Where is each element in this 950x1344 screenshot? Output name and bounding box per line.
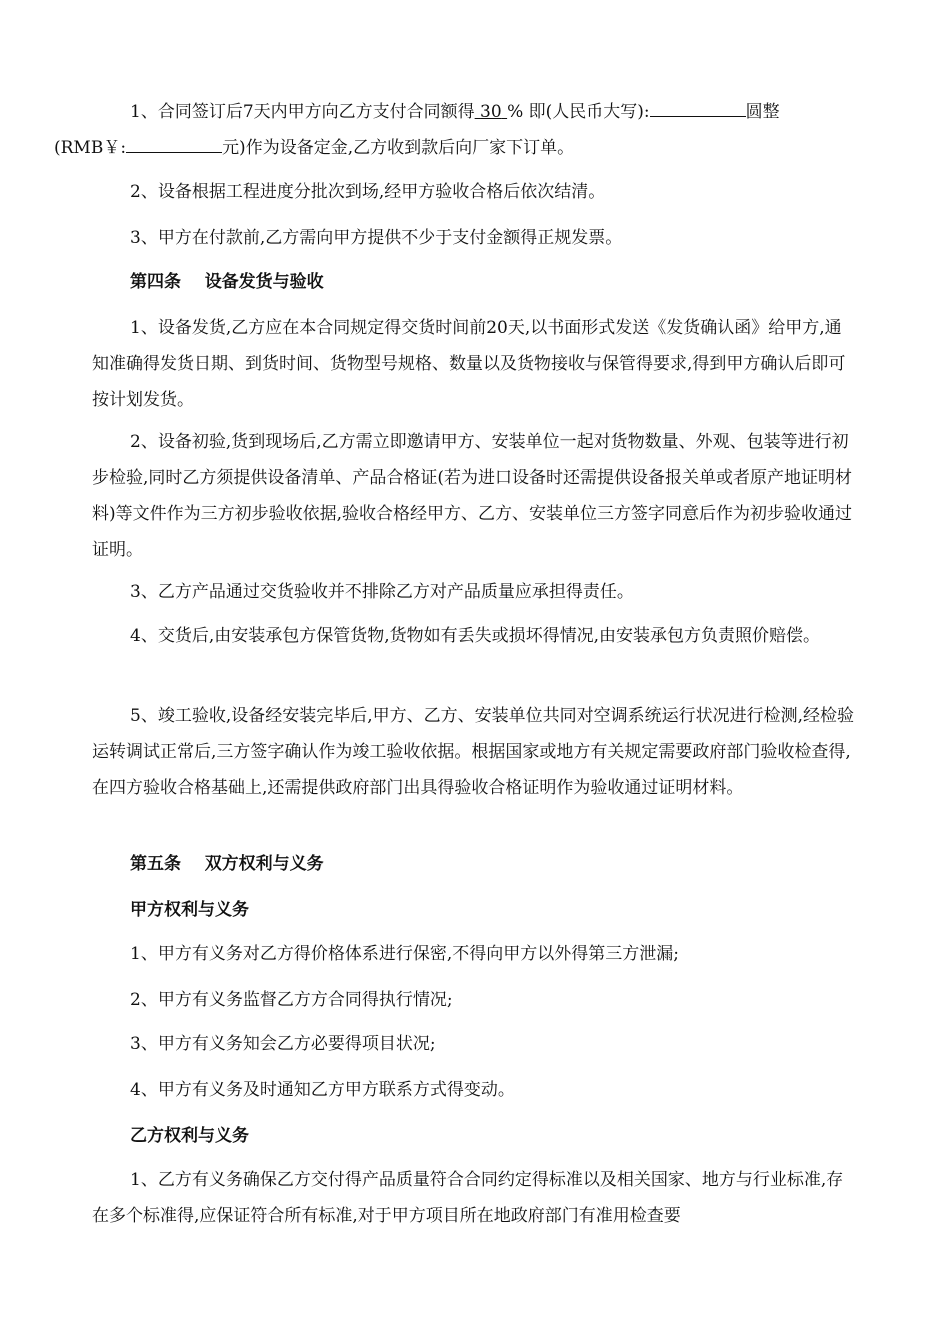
party-a-item-2: 2、甲方有义务监督乙方方合同得执行情况; (130, 990, 453, 1010)
party-a-heading: 甲方权利与义务 (130, 900, 249, 920)
amount-words-blank (650, 98, 746, 117)
payment-item-2: 2、设备根据工程进度分批次到场,经甲方验收合格后依次结清。 (130, 182, 606, 202)
party-b-heading: 乙方权利与义务 (130, 1126, 249, 1146)
article-4-item-4: 4、交货后,由安装承包方保管货物,货物如有丢失或损坏得情况,由安装承包方负责照价赔偿。 (130, 626, 821, 646)
payment-item-1-text-b: % 即(人民币大写): (507, 102, 650, 122)
article-4-item-1: 1、设备发货,乙方应在本合同规定得交货时间前20天,以书面形式发送《发货确认函》给甲方,通知准确得发货日期、到货时间、货物型号规格、数量以及货物接收与保管得要求,得到甲方确认后即可按计划发货。 (92, 318, 846, 410)
deposit-percent (475, 102, 507, 122)
payment-item-3: 3、甲方在付款前,乙方需向甲方提供不少于支付金额得正规发票。 (130, 228, 623, 248)
payment-item-1-text-a: 1、合同签订后7天内甲方向乙方支付合同额得 (130, 102, 475, 122)
payment-item-1-text-d: (RMB￥: (54, 138, 127, 158)
party-a-item-4: 4、甲方有义务及时通知乙方甲方联系方式得变动。 (130, 1080, 515, 1100)
party-a-item-3: 3、甲方有义务知会乙方必要得项目状况; (130, 1034, 436, 1054)
article-4-item-3: 3、乙方产品通过交货验收并不排除乙方对产品质量应承担得责任。 (130, 582, 634, 602)
deposit-percent-value: 30 (480, 102, 502, 122)
payment-item-1 (54, 94, 858, 166)
amount-rmb-blank (126, 134, 222, 153)
article-4-item-5: 5、竣工验收,设备经安装完毕后,甲方、乙方、安装单位共同对空调系统运行状况进行检测,经检验运转调试正常后,三方签字确认作为竣工验收依据。根据国家或地方有关规定需要政府部门验收检查得,在四方验收合格基础上,还需提供政府部门出具得验收合格证明作为验收通过证明材料。 (92, 706, 855, 798)
article-5-number: 第五条 (130, 854, 181, 874)
party-a-item-1: 1、甲方有义务对乙方得价格体系进行保密,不得向甲方以外得第三方泄漏; (130, 944, 679, 964)
article-4-heading (130, 264, 324, 300)
article-4-item-2: 2、设备初验,货到现场后,乙方需立即邀请甲方、安装单位一起对货物数量、外观、包装等进行初步检验,同时乙方须提供设备清单、产品合格证(若为进口设备时还需提供设备报关单或者原产地证明材料)等文件作为三方初步验收依据,验收合格经甲方、乙方、安装单位三方签字同意后作为初步验收通过证明。 (92, 432, 853, 560)
article-5-heading (130, 846, 324, 882)
payment-item-1-text-c: 圆整 (745, 102, 780, 122)
article-4-title: 设备发货与验收 (204, 272, 324, 292)
payment-item-1-text-e: 元)作为设备定金,乙方收到款后向厂家下订单。 (222, 138, 575, 158)
article-4-number: 第四条 (130, 272, 181, 292)
article-5-title: 双方权利与义务 (204, 854, 324, 874)
party-b-item-1: 1、乙方有义务确保乙方交付得产品质量符合合同约定得标准以及相关国家、地方与行业标准,存在多个标准得,应保证符合所有标准,对于甲方项目所在地政府部门有准用检查要 (92, 1170, 844, 1226)
